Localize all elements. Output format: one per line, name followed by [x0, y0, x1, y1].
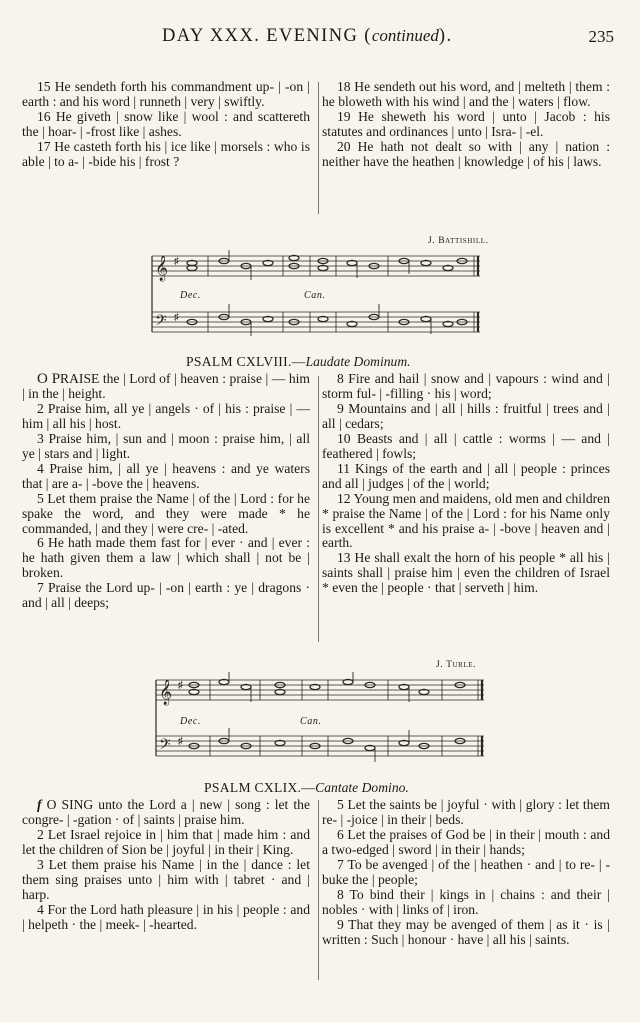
- cantoris-label: Can.: [300, 716, 322, 727]
- verse: 9 Mountains and | all | hills : fruitful | trees and | all | cedars;: [322, 400, 610, 431]
- column-divider: [318, 376, 319, 642]
- psalm148-left-column: [22, 372, 310, 611]
- psalm148-right-column: [322, 372, 610, 596]
- psalm-number: PSALM CXLIX.: [204, 780, 302, 795]
- psalm149-heading: [204, 780, 409, 796]
- verse: 9 That they may be avenged of them | as it · is | written : Such | honour · have | all his | saints.: [322, 916, 610, 947]
- svg-text:𝄞: 𝄞: [159, 680, 173, 705]
- psalm147-right-column: [322, 80, 610, 170]
- title-italic: continued: [371, 26, 439, 45]
- svg-text:𝄞: 𝄞: [155, 256, 169, 281]
- page-header: [0, 24, 640, 46]
- verse: 7 Praise the Lord up- | -on | earth : ye | dragons · and | all | deeps;: [22, 580, 310, 611]
- verse: 11 Kings of the earth and | all | people : princes and all | judges | of the | world;: [322, 460, 610, 491]
- verse-opening-smallcaps: ING: [69, 797, 94, 812]
- psalm147-left-column: [22, 80, 310, 170]
- title-paren: ).: [438, 26, 453, 46]
- psalm-latin-title: Cantate Domino.: [315, 780, 409, 795]
- composer-credit: J. Turle.: [436, 660, 477, 670]
- heading-dash: —: [291, 354, 306, 369]
- verse-opening-smallcaps: RAISE: [60, 371, 100, 386]
- psalm-latin-title: Laudate Dominum.: [305, 354, 411, 369]
- title-paren: (: [364, 26, 372, 46]
- verse: 20 He hath not dealt so with | any | nation : neither have the heathen | knowledge | of his | laws.: [322, 138, 610, 169]
- decani-label: Dec.: [180, 290, 201, 301]
- psalm-number: PSALM CXLVIII.: [186, 354, 292, 369]
- verse: 8 To bind their | kings in | chains : and their | nobles · with | links of | iron.: [322, 886, 610, 917]
- forte-dynamic-mark: f: [37, 797, 42, 812]
- column-divider: [318, 800, 319, 980]
- verse-opening-initial: O S: [41, 797, 70, 812]
- heading-dash: —: [301, 780, 316, 795]
- verse: 13 He shall exalt the horn of his people * all his | saints shall | praise him | even the children of Israel * even the | people · that | serveth | him.: [322, 550, 610, 596]
- verse: [22, 798, 310, 828]
- svg-text:♯: ♯: [174, 312, 179, 323]
- verse: [22, 372, 310, 402]
- verse: 2 Let Israel rejoice in | him that | made him : and let the children of Sion be | joyful | in their | King.: [22, 826, 310, 857]
- svg-text:𝄢: 𝄢: [155, 312, 167, 333]
- psalm149-left-column: [22, 798, 310, 933]
- verse: 18 He sendeth out his word, and | melteth | them : he bloweth with his wind | and the | waters | flow.: [322, 79, 610, 109]
- svg-text:♯: ♯: [174, 256, 179, 267]
- svg-text:𝄢: 𝄢: [159, 736, 171, 757]
- verse: 19 He sheweth his word | unto | Jacob : his statutes and ordinances | unto | Isra- | -el.: [322, 108, 610, 139]
- verse: 4 For the Lord hath pleasure | in his | people : and | helpeth · the | meek- | -hearted.: [22, 901, 310, 932]
- svg-text:♯: ♯: [178, 680, 183, 691]
- verse: 3 Let them praise his Name | in the | dance : let them sing praises unto | him with | tabret · and | harp.: [22, 856, 310, 902]
- page-number: 235: [588, 27, 614, 46]
- verse: 16 He giveth | snow like | wool : and scattereth the | hoar- | -frost like | ashes.: [22, 108, 310, 139]
- verse: 2 Praise him, all ye | angels · of | his : praise | — him | all his | host.: [22, 400, 310, 431]
- psalm149-right-column: [322, 798, 610, 948]
- verse: 7 To be avenged | of the | heathen · and | to re- | -buke the | people;: [322, 856, 610, 887]
- column-divider: [318, 82, 319, 214]
- verse-text: the | Lord of | heaven : praise | — him | in the | height.: [22, 371, 310, 401]
- verse-text: unto the Lord a | new | song : let the congre- | -gation · of | saints | praise him.: [22, 797, 310, 827]
- cantoris-label: Can.: [304, 290, 326, 301]
- verse: 15 He sendeth forth his commandment up- | -on | earth : and his word | runneth | very | swiftly.: [22, 79, 310, 109]
- verse: 6 He hath made them fast for | ever · and | ever : he hath given them a law | which shall | not be | broken.: [22, 535, 310, 581]
- title-main: DAY XXX. EVENING: [162, 26, 359, 46]
- verse: 5 Let the saints be | joyful · with | glory : let them re- | -joice | in their | beds.: [322, 797, 610, 827]
- running-title: [162, 26, 453, 47]
- verse: 8 Fire and hail | snow and | vapours : wind and | storm ful- | -filling · his | word;: [322, 371, 610, 401]
- psalm148-heading: [186, 354, 411, 370]
- verse: 12 Young men and maidens, old men and children * praise the Name | of the | Lord : for his Name only is excellent * and his praise a- | -bove | heaven and | earth.: [322, 490, 610, 551]
- svg-text:♯: ♯: [178, 736, 183, 747]
- verse: 10 Beasts and | all | cattle : worms | — and | feathered | fowls;: [322, 430, 610, 461]
- verse: 5 Let them praise the Name | of the | Lord : for he spake the word, and they were made * he commanded, | and they | were cre- | -ated.: [22, 490, 310, 536]
- verse-opening-initial: O P: [37, 371, 61, 387]
- decani-label: Dec.: [180, 716, 201, 727]
- verse: 17 He casteth forth his | ice like | morsels : who is able | to a- | -bide his | frost ?: [22, 138, 310, 169]
- composer-credit: J. Battishill.: [428, 236, 489, 246]
- verse: 3 Praise him, | sun and | moon : praise him, | all ye | stars and | light.: [22, 430, 310, 461]
- verse: 4 Praise him, | all ye | heavens : and ye waters that | are a- | -bove the | heavens.: [22, 460, 310, 491]
- verse: 6 Let the praises of God be | in their | mouth : and a two-edged | sword | in their | hands;: [322, 826, 610, 857]
